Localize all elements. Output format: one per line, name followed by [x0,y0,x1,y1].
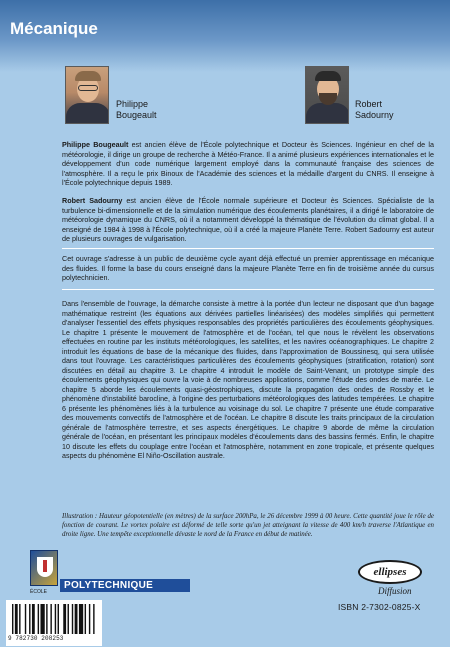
ellipses-logo: ellipses [358,560,422,584]
bio-bougeault: Philippe Bougeault est ancien élève de l'École polytechnique et Docteur ès Sciences. Ingénieur en chef de la météorologie, il dirige un groupe de recherche à Météo-France. Il a animé plusieurs expériences internationales et le développement d'un code numérique largement employé dans la communauté française des sciences de l'atmosphère. Il a reçu le prix Binoux de l'Académie des sciences et la médaille d'argent du CNRS. Il enseigne à l'École polytechnique depuis 1989. [62,140,434,188]
barcode-bar [55,604,56,634]
barcode-bar [12,604,13,634]
author-name-sadourny: Robert Sadourny [355,99,394,120]
author-name-bougeault: Philippe Bougeault [116,99,157,120]
bio-sadourny: Robert Sadourny est ancien élève de l'École normale supérieure et Docteur ès Sciences. Spécialiste de la turbulence bi-dimensionnelle et de la simulation numérique des écoulements planétaires, il a dirigé le laboratoire de météorologie dynamique du CNRS, où il a notamment développé la thématique de l'évolution du climat global. Il a enseigné de 1984 à 1998 à l'École polytechnique, où il a créé la majeure Planète Terre. Robert Sadourny est auteur de plusieurs ouvrages de vulgarisation. [62,196,434,244]
barcode-bar [46,604,47,634]
barcode [12,604,96,634]
barcode-bar [89,604,90,634]
barcode-bar [63,604,66,634]
barcode-bar [58,604,59,634]
author-photo-sadourny [305,66,349,124]
barcode-bar [25,604,26,634]
barcode-bar [40,604,44,634]
logo-school-label: ÉCOLE [30,589,47,595]
ecole-polytechnique-logo [30,550,58,586]
barcode-bar [29,604,30,634]
barcode-digits: 9 782730 208253 [8,635,64,642]
divider [62,289,434,290]
barcode-bar [50,604,51,634]
barcode-bar [85,604,86,634]
barcode-bar [68,604,69,634]
book-summary: Cet ouvrage s'adresse à un public de deuxième cycle ayant déjà effectué un premier apprentissage en mécanique des fluides. Il forme la base du cours enseigné dans la majeure Planète Terre en fin de troisième année du cursus polytechnicien. [62,254,434,283]
series-title: Mécanique [10,19,98,38]
barcode-bar [38,604,39,634]
cover-illustration-caption: Illustration : Hauteur géopotentielle (en mètres) de la surface 200hPa, le 26 décembre 1999 à 00 heure. Cette quantité joue le rôle de fonction de courant. Le vortex polaire est déformé de telle sorte qu'un jet atteignant la vitesse de 400 km/h traverse l'Atlantique en droite ligne. Une tempête exceptionnelle dévaste le nord de la France en début de matinée. [62,513,434,539]
isbn: ISBN 2-7302-0825-X [338,602,421,612]
barcode-bar [19,604,20,634]
barcode-bar [15,604,18,634]
divider [62,248,434,249]
distribution-label: Diffusion [378,586,412,596]
barcode-bar [72,604,73,634]
book-description: Dans l'ensemble de l'ouvrage, la démarche consiste à mettre à la portée d'un lecteur ne disposant que d'un bagage mathématique restreint (les équations aux dérivées partielles linéarisées) des modèles simplifiés qui permettent d'analyser l'essentiel des effets physiques responsables des propriétés particulières des écoulements géophysiques. Le chapitre 1 présente le mouvement de l'atmosphère et de l'océan, tel que nous le révèlent les observations effectuées en routine par les instituts météorologiques, les satellites, et les navires océanographiques. Le chapitre 2 introduit les équations de base de la mécanique des fluides, dans l'approximation de Boussinesq, qui sera utilisée dans tout l'ouvrage. Les caractéristiques particulières des écoulements géophysiques (stratification, rotation) sont discutées en détail au chapitre 3. Le chapitre 4 introduit le modèle de Saint-Venant, un prototype simple des écoulements géophysiques qui ouvre la voie à de nombreuses applications, comme l'étude des ondes de marée. Le chapitre 5 aborde les écoulements quasi-géostrophiques, discute la propagation des ondes de Rossby et le phénomène d'instabilité barocline, à l'origine des perturbations météorologiques des latitudes tempérées. Le chapitre 6 présente les phénomènes liés à la turbulence au voisinage du sol. Le chapitre 7 présente une étude comparative des mouvements convectifs de l'atmosphère et de l'océan. Le chapitre 8 discute les traits principaux de la circulation générale de l'atmosphère terrestre, et ses aspects énergétiques. Le chapitre 9 aborde de même la circulation générale de l'océan, en présentant les principaux modèles d'écoulements dans des bassins fermés. Enfin, le chapitre 10 discute les effets du couplage entre l'océan et l'atmosphère, notamment en zone tropicale, et présente quelques aspects du phénomène El Niño-Oscillation australe. [62,300,434,460]
barcode-bar [79,604,83,634]
barcode-bar [93,604,94,634]
barcode-bar [75,604,78,634]
author-photo-bougeault [65,66,109,124]
publisher-name: POLYTECHNIQUE [64,580,154,591]
barcode-bar [32,604,35,634]
